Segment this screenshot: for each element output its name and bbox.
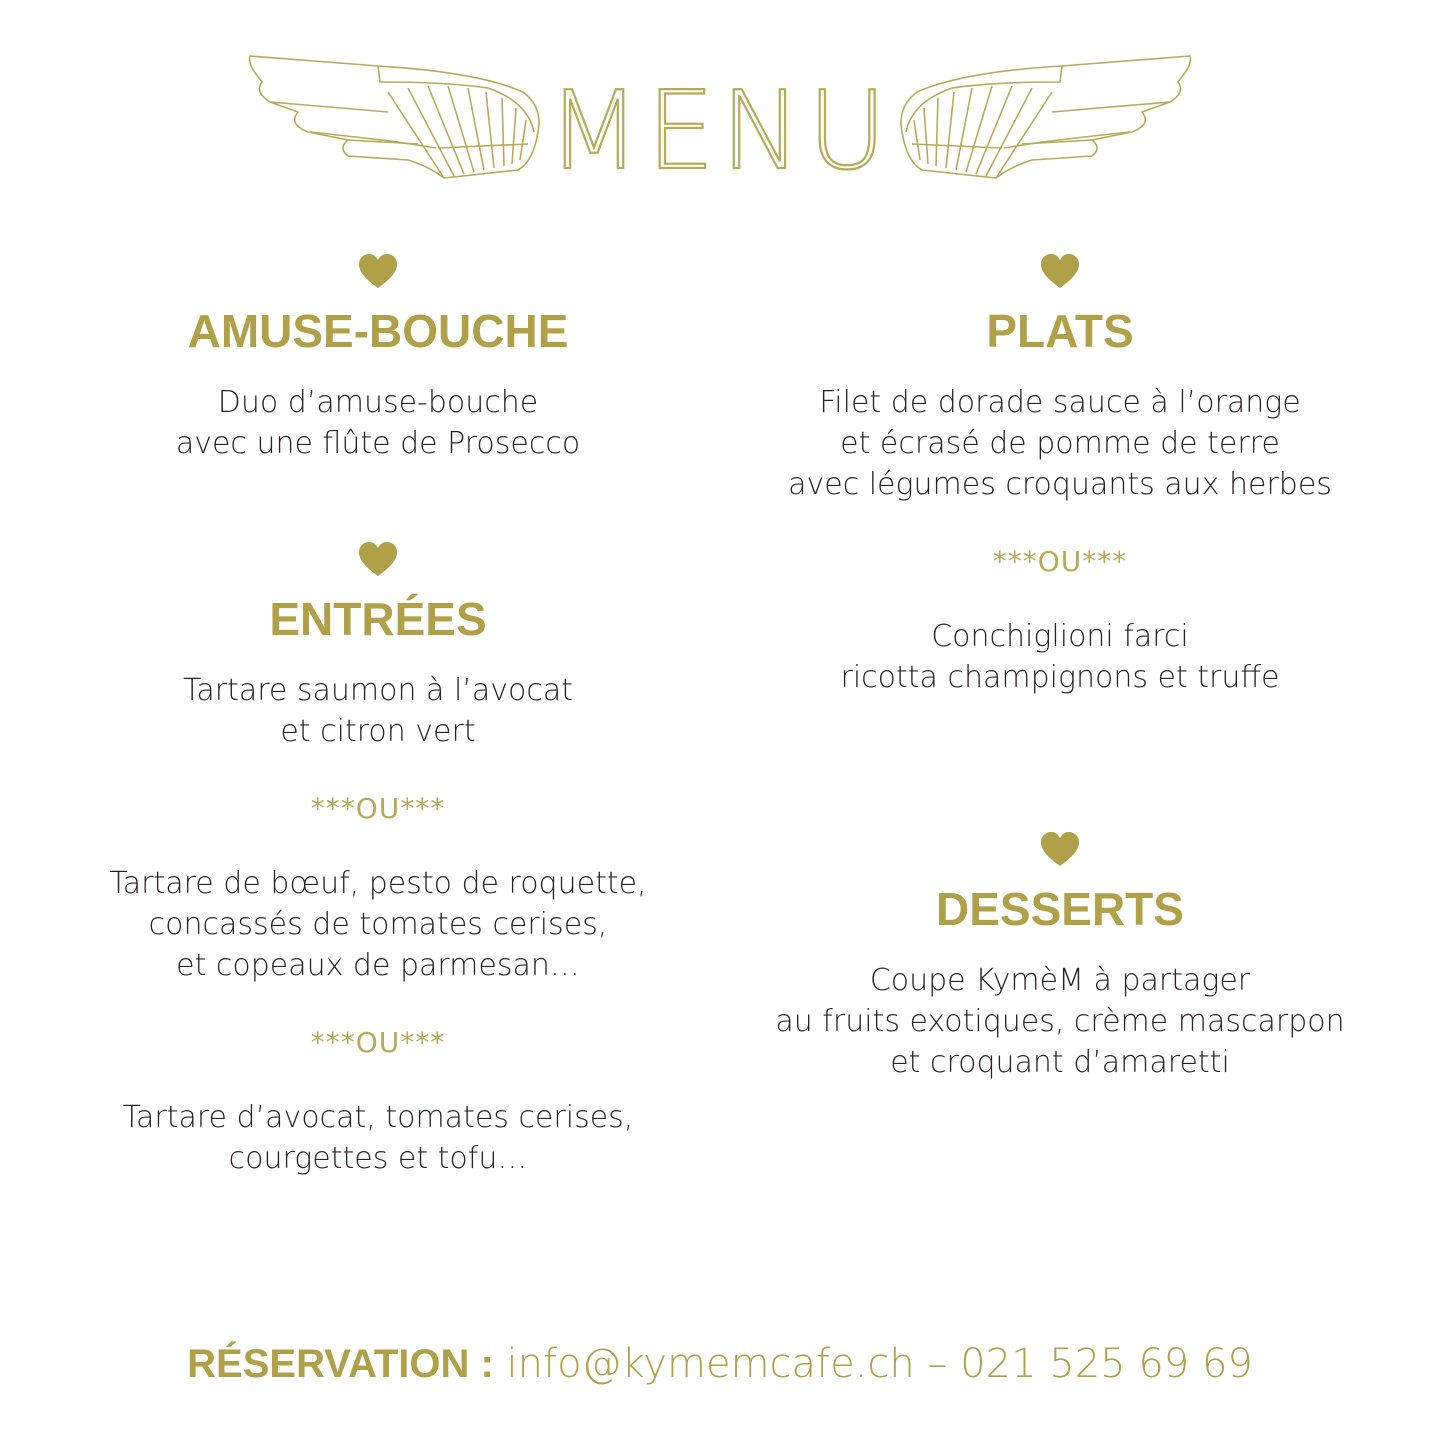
heart-icon	[358, 254, 398, 290]
reservation-contact[interactable]: info@kymemcafe.ch – 021 525 69 69	[493, 1341, 1253, 1387]
dish-line: et copeaux de parmesan…	[176, 948, 580, 983]
section-desserts	[742, 832, 1378, 1083]
page-title	[560, 68, 880, 188]
section-entrees	[60, 542, 696, 1179]
dish-line: Duo d’amuse-bouche	[217, 385, 539, 420]
menu-title-lettering	[560, 68, 880, 188]
section-title: DESSERTS	[936, 883, 1184, 935]
dish-line: avec une flûte de Prosecco	[175, 426, 581, 461]
or-separator: ***OU***	[992, 545, 1128, 578]
dish-line: concassés de tomates cerises,	[148, 907, 608, 942]
wing-right-icon	[892, 52, 1192, 182]
dish-line: et écrasé de pomme de terre	[840, 426, 1280, 461]
reservation-footer	[0, 1334, 1440, 1394]
dish-line: et citron vert	[280, 714, 476, 749]
dish-line: au fruits exotiques, crème mascarpon	[775, 1004, 1345, 1039]
dish-line: Conchiglioni farci	[931, 619, 1189, 654]
section-amuse-bouche	[60, 254, 696, 464]
or-separator: ***OU***	[310, 1026, 446, 1059]
wing-left-icon	[248, 52, 548, 182]
section-plats	[742, 254, 1378, 698]
heart-icon	[1040, 832, 1080, 868]
or-separator: ***OU***	[310, 792, 446, 825]
dish-line: Tartare de bœuf, pesto de roquette,	[109, 866, 647, 901]
dish-line: ricotta champignons et truffe	[840, 660, 1280, 695]
section-title: AMUSE-BOUCHE	[187, 305, 569, 357]
dish-line: Tartare saumon à l’avocat	[183, 673, 573, 708]
heart-icon	[1040, 254, 1080, 290]
reservation-label: RÉSERVATION :	[187, 1342, 494, 1386]
section-title: PLATS	[986, 305, 1134, 357]
dish-line: courgettes et tofu…	[228, 1141, 528, 1176]
section-title: ENTRÉES	[269, 593, 487, 645]
dish-line: et croquant d’amaretti	[890, 1045, 1230, 1080]
dish-line: Coupe KymèM à partager	[869, 963, 1251, 998]
heart-icon	[358, 542, 398, 578]
dish-line: Filet de dorade sauce à l’orange	[819, 385, 1301, 420]
dish-line: avec légumes croquants aux herbes	[788, 467, 1332, 502]
menu-header	[0, 40, 1440, 200]
menu-title-text: MENU	[560, 69, 880, 188]
dish-line: Tartare d’avocat, tomates cerises,	[122, 1100, 634, 1135]
